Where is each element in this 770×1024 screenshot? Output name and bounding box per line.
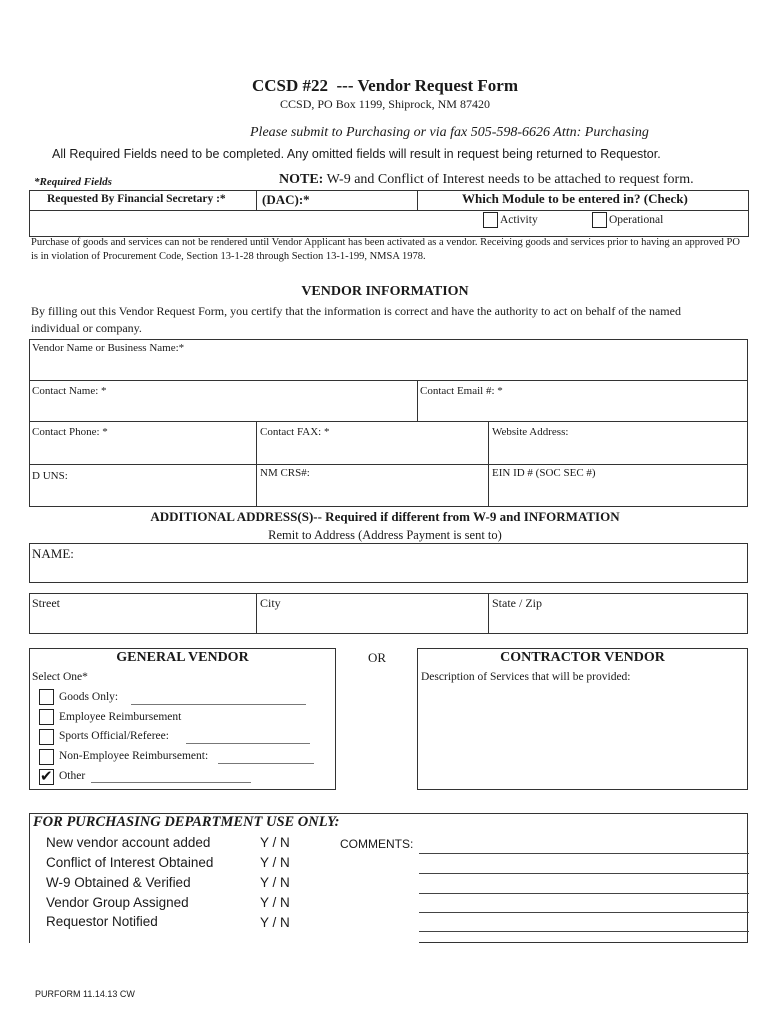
duns-field[interactable]: D UNS:: [32, 470, 68, 482]
additional-address-heading: ADDITIONAL ADDRESS(S)-- Required if different from W-9 and INFORMATION: [150, 509, 620, 524]
other-line[interactable]: [91, 782, 251, 783]
non-employee-line[interactable]: [218, 763, 314, 764]
attachment-note: [279, 172, 694, 188]
addr-vline-state: [488, 593, 489, 634]
state-zip-field[interactable]: State / Zip: [492, 596, 542, 610]
operational-checkbox[interactable]: [592, 212, 607, 228]
grid-vline-email: [417, 380, 418, 421]
vendor-info-heading: VENDOR INFORMATION: [301, 284, 469, 299]
requested-by-divider: [256, 190, 257, 211]
note-text: W-9 and Conflict of Interest needs to be attached to request form.: [326, 172, 694, 187]
form-title: CCSD #22 --- Vendor Request Form: [251, 76, 518, 95]
contractor-vendor-box: [417, 648, 748, 790]
pd-row-vendor-group: Vendor Group Assigned: [46, 895, 189, 910]
requested-by-label: Requested By Financial Secretary :*: [47, 193, 226, 205]
grid-hline-1: [29, 380, 748, 381]
form-id: PURFORM 11.14.13 CW: [35, 989, 135, 999]
grid-vline-web: [488, 421, 489, 507]
grid-hline-3: [29, 464, 748, 465]
required-fields-legend: *Required Fields: [34, 176, 112, 188]
general-vendor-heading: GENERAL VENDOR: [116, 650, 249, 665]
pd-row-conflict: Conflict of Interest Obtained: [46, 855, 214, 870]
non-employee-reimbursement-checkbox[interactable]: [39, 749, 54, 765]
employee-reimbursement-label: Employee Reimbursement: [59, 711, 182, 723]
activity-checkbox[interactable]: [483, 212, 498, 228]
module-question: Which Module to be entered in? (Check): [462, 191, 688, 206]
purchasing-heading: FOR PURCHASING DEPARTMENT USE ONLY:: [33, 814, 340, 830]
checkmark-icon: ✔: [40, 767, 53, 785]
comments-line-1[interactable]: [419, 853, 749, 854]
procurement-disclaimer: Purchase of goods and services can not be rendered until Vendor Applicant has been activated as a vendor. Receiving goods and services prior to having an approved PO is in violation of Procurement Code, Section 13-1-28 through Section 13-1-199, NMSA 1978.: [31, 237, 740, 262]
required-note: All Required Fields need to be completed. Any omitted fields will result in request being returned to Requestor.: [52, 147, 661, 161]
pd-yn-vendor-group[interactable]: Y / N: [260, 895, 290, 910]
street-field[interactable]: Street: [32, 596, 60, 610]
district-address: CCSD, PO Box 1199, Shiprock, NM 87420: [280, 97, 490, 111]
contact-fax-field[interactable]: Contact FAX: *: [260, 426, 330, 438]
employee-reimbursement-checkbox[interactable]: [39, 709, 54, 725]
purchasing-bottom-line: [419, 942, 748, 943]
certify-text: By filling out this Vendor Request Form, you certify that the information is correct and have the authority to act on behalf of the named individual or company.: [31, 304, 681, 335]
grid-vline-fax: [256, 421, 257, 507]
non-employee-reimbursement-label: Non-Employee Reimbursement:: [59, 750, 209, 762]
vendor-info-grid: [29, 339, 748, 507]
grid-hline-2: [29, 421, 748, 422]
submit-instructions: Please submit to Purchasing or via fax 505-598-6626 Attn: Purchasing: [250, 125, 649, 140]
dac-divider: [417, 190, 418, 211]
pd-yn-conflict[interactable]: Y / N: [260, 855, 290, 870]
pd-row-requestor: Requestor Notified: [46, 914, 158, 929]
comments-line-5[interactable]: [419, 931, 749, 932]
note-label: NOTE:: [279, 172, 324, 187]
operational-label: Operational: [609, 214, 664, 226]
contractor-description-field[interactable]: Description of Services that will be provided:: [421, 671, 631, 683]
addr-vline-city: [256, 593, 257, 634]
sports-official-line[interactable]: [186, 743, 310, 744]
pd-yn-new-vendor[interactable]: Y / N: [260, 835, 290, 850]
dac-label: (DAC):*: [262, 192, 310, 207]
nm-crs-field[interactable]: NM CRS#:: [260, 467, 310, 479]
pd-row-new-vendor: New vendor account added: [46, 835, 211, 850]
activity-label: Activity: [500, 214, 538, 226]
website-field[interactable]: Website Address:: [492, 426, 569, 438]
additional-name-box: [29, 543, 748, 583]
additional-address-box: [29, 593, 748, 634]
pd-row-w9: W-9 Obtained & Verified: [46, 875, 191, 890]
sports-official-checkbox[interactable]: [39, 729, 54, 745]
comments-line-3[interactable]: [419, 893, 749, 894]
city-field[interactable]: City: [260, 596, 281, 610]
vendor-name-field[interactable]: Vendor Name or Business Name:*: [32, 342, 185, 354]
other-label: Other: [59, 770, 86, 782]
comments-line-4[interactable]: [419, 912, 749, 913]
contact-phone-field[interactable]: Contact Phone: *: [32, 426, 108, 438]
pd-yn-requestor[interactable]: Y / N: [260, 915, 290, 930]
contact-name-field[interactable]: Contact Name: *: [32, 385, 107, 397]
remit-text: Remit to Address (Address Payment is sent to): [268, 528, 502, 542]
pd-yn-w9[interactable]: Y / N: [260, 875, 290, 890]
requested-by-input[interactable]: [30, 211, 255, 236]
goods-only-label: Goods Only:: [59, 691, 119, 703]
ein-field[interactable]: EIN ID # (SOC SEC #): [492, 467, 596, 479]
or-text: OR: [368, 650, 387, 665]
dac-input[interactable]: [258, 211, 416, 236]
goods-only-checkbox[interactable]: [39, 689, 54, 705]
select-one-label: Select One*: [32, 671, 88, 683]
additional-name-field[interactable]: NAME:: [32, 546, 74, 561]
sports-official-label: Sports Official/Referee:: [59, 730, 169, 742]
other-checkbox[interactable]: [39, 769, 54, 785]
comments-label: COMMENTS:: [340, 837, 414, 851]
contractor-vendor-heading: CONTRACTOR VENDOR: [500, 650, 665, 665]
comments-line-2[interactable]: [419, 873, 749, 874]
contact-email-field[interactable]: Contact Email #: *: [420, 385, 503, 397]
goods-only-line[interactable]: [131, 704, 306, 705]
